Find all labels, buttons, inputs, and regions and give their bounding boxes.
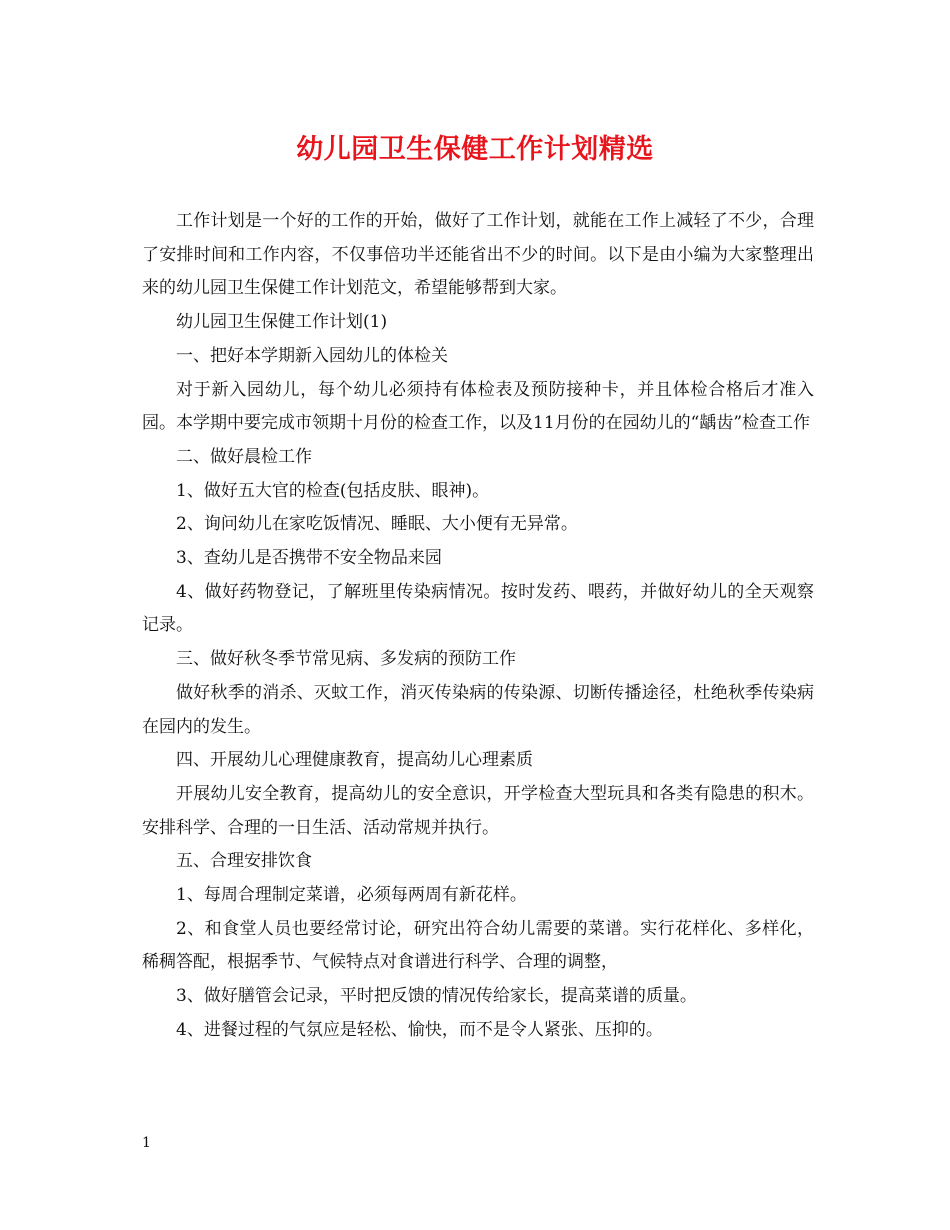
paragraph: 3、做好膳管会记录，平时把反馈的情况传给家长，提高菜谱的质量。 (176, 986, 697, 1007)
document-body (142, 205, 814, 1048)
paragraph: 四、开展幼儿心理健康教育，提高幼儿心理素质 (176, 750, 533, 771)
page-number: 1 (142, 1135, 151, 1151)
paragraph: 3、查幼儿是否携带不安全物品来园 (176, 548, 442, 569)
paragraph: 工作计划是一个好的工作的开始，做好了工作计划，就能在工作上减轻了不少，合理了安排时间和工作内容，不仅事倍功半还能省出不少的时间。以下是由小编为大家整理出来的幼儿园卫生保健工作计划范文，希望能够帮到大家。 (142, 211, 814, 299)
paragraph: 五、合理安排饮食 (176, 851, 312, 872)
paragraph: 三、做好秋冬季节常见病、多发病的预防工作 (176, 649, 516, 670)
paragraph: 二、做好晨检工作 (176, 446, 312, 467)
paragraph: 1、做好五大官的检查(包括皮肤、眼神)。 (176, 480, 490, 501)
paragraph: 对于新入园幼儿，每个幼儿必须持有体检表及预防接种卡，并且体检合格后才准入园。本学期中要完成市领期十月份的检查工作，以及11月份的在园幼儿的“龋齿”检查工作 (142, 379, 814, 434)
paragraph: 2、询问幼儿在家吃饭情况、睡眠、大小便有无异常。 (176, 514, 578, 535)
paragraph: 4、做好药物登记，了解班里传染病情况。按时发药、喂药，并做好幼儿的全天观察记录。 (142, 581, 814, 636)
document-title: 幼儿园卫生保健工作计划精选 (296, 134, 654, 165)
paragraph: 开展幼儿安全教育，提高幼儿的安全意识，开学检查大型玩具和各类有隐患的积木。安排科学、合理的一日生活、活动常规并执行。 (142, 783, 814, 838)
paragraph: 4、进餐过程的气氛应是轻松、愉快，而不是令人紧张、压抑的。 (176, 1019, 663, 1040)
paragraph: 2、和食堂人员也要经常讨论，研究出符合幼儿需要的菜谱。实行花样化、多样化，稀稠答配，根据季节、气候特点对食谱进行科学、合理的调整， (142, 918, 814, 973)
paragraph: 幼儿园卫生保健工作计划(1) (176, 312, 388, 333)
paragraph: 1、每周合理制定菜谱，必须每两周有新花样。 (176, 885, 527, 906)
paragraph: 做好秋季的消杀、灭蚊工作，消灭传染病的传染源、切断传播途径，杜绝秋季传染病在园内的发生。 (142, 682, 814, 737)
paragraph: 一、把好本学期新入园幼儿的体检关 (176, 345, 448, 366)
